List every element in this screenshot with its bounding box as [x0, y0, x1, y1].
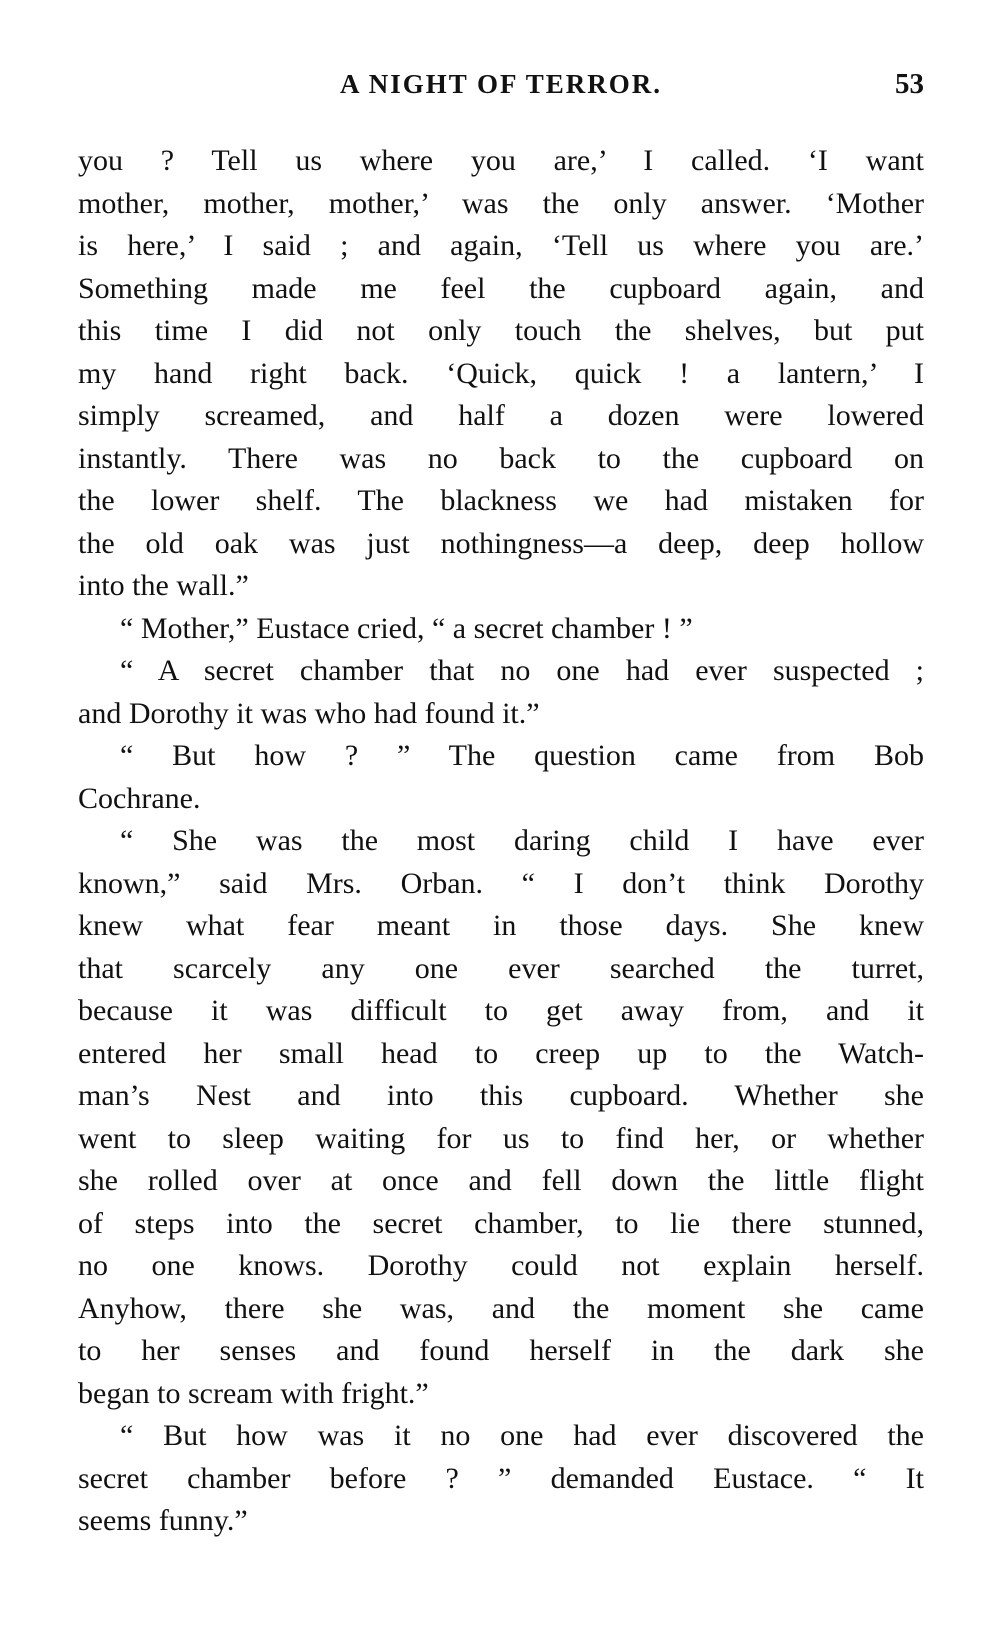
text-line: knew what fear meant in those days. She knew [78, 909, 924, 942]
text-line: is here,’ I said ; and again, ‘Tell us where you are.’ [78, 229, 924, 262]
text-line: secret chamber before ? ” demanded Eustace. “ It [78, 1461, 924, 1495]
text-line: into the wall.” [78, 569, 249, 602]
text-line: Anyhow, there she was, and the moment she came [78, 1291, 924, 1325]
text-line: she rolled over at once and fell down the little flight [78, 1164, 924, 1197]
text-line: began to scream with fright.” [78, 1376, 429, 1410]
chapter-title: A NIGHT OF TERROR. [339, 69, 663, 99]
running-head [78, 64, 924, 104]
text-line: mother, mother, mother,’ was the only answer. ‘Mother [78, 186, 924, 220]
text-line: the old oak was just nothingness—a deep, deep hollow [78, 526, 924, 560]
text-line: simply screamed, and half a dozen were lowered [78, 399, 924, 432]
body-text [78, 140, 924, 1543]
text-line: “ Mother,” Eustace cried, “ a secret chamber ! ” [120, 611, 693, 645]
text-line: entered her small head to creep up to the Watch- [78, 1036, 924, 1070]
text-line: this time I did not only touch the shelves, but put [78, 314, 924, 347]
page-number: 53 [895, 68, 924, 100]
text-line: “ She was the most daring child I have ever [120, 824, 924, 857]
text-line: “ But how ? ” The question came from Bob [120, 739, 924, 772]
text-line: Something made me feel the cupboard again, and [78, 271, 924, 305]
text-line: went to sleep waiting for us to find her, or whether [78, 1121, 924, 1155]
text-line: known,” said Mrs. Orban. “ I don’t think Dorothy [78, 866, 924, 900]
text-line: instantly. There was no back to the cupboard on [78, 441, 924, 475]
text-line: you ? Tell us where you are,’ I called. ‘I want [78, 144, 924, 177]
text-line: to her senses and found herself in the dark she [78, 1334, 924, 1367]
text-line: the lower shelf. The blackness we had mistaken for [78, 484, 924, 517]
text-line: no one knows. Dorothy could not explain herself. [78, 1249, 924, 1282]
text-line: seems funny.” [78, 1504, 248, 1537]
text-line: Cochrane. [78, 781, 201, 815]
text-line: man’s Nest and into this cupboard. Whether she [78, 1079, 924, 1112]
text-line: “ A secret chamber that no one had ever suspected ; [120, 654, 924, 687]
text-line: because it was difficult to get away from, and it [78, 994, 924, 1027]
text-line: “ But how was it no one had ever discovered the [120, 1419, 924, 1452]
text-line: of steps into the secret chamber, to lie there stunned, [78, 1206, 924, 1240]
text-line: my hand right back. ‘Quick, quick ! a lantern,’ I [78, 356, 924, 390]
text-line: and Dorothy it was who had found it.” [78, 696, 540, 730]
text-line: that scarcely any one ever searched the turret, [78, 951, 924, 985]
